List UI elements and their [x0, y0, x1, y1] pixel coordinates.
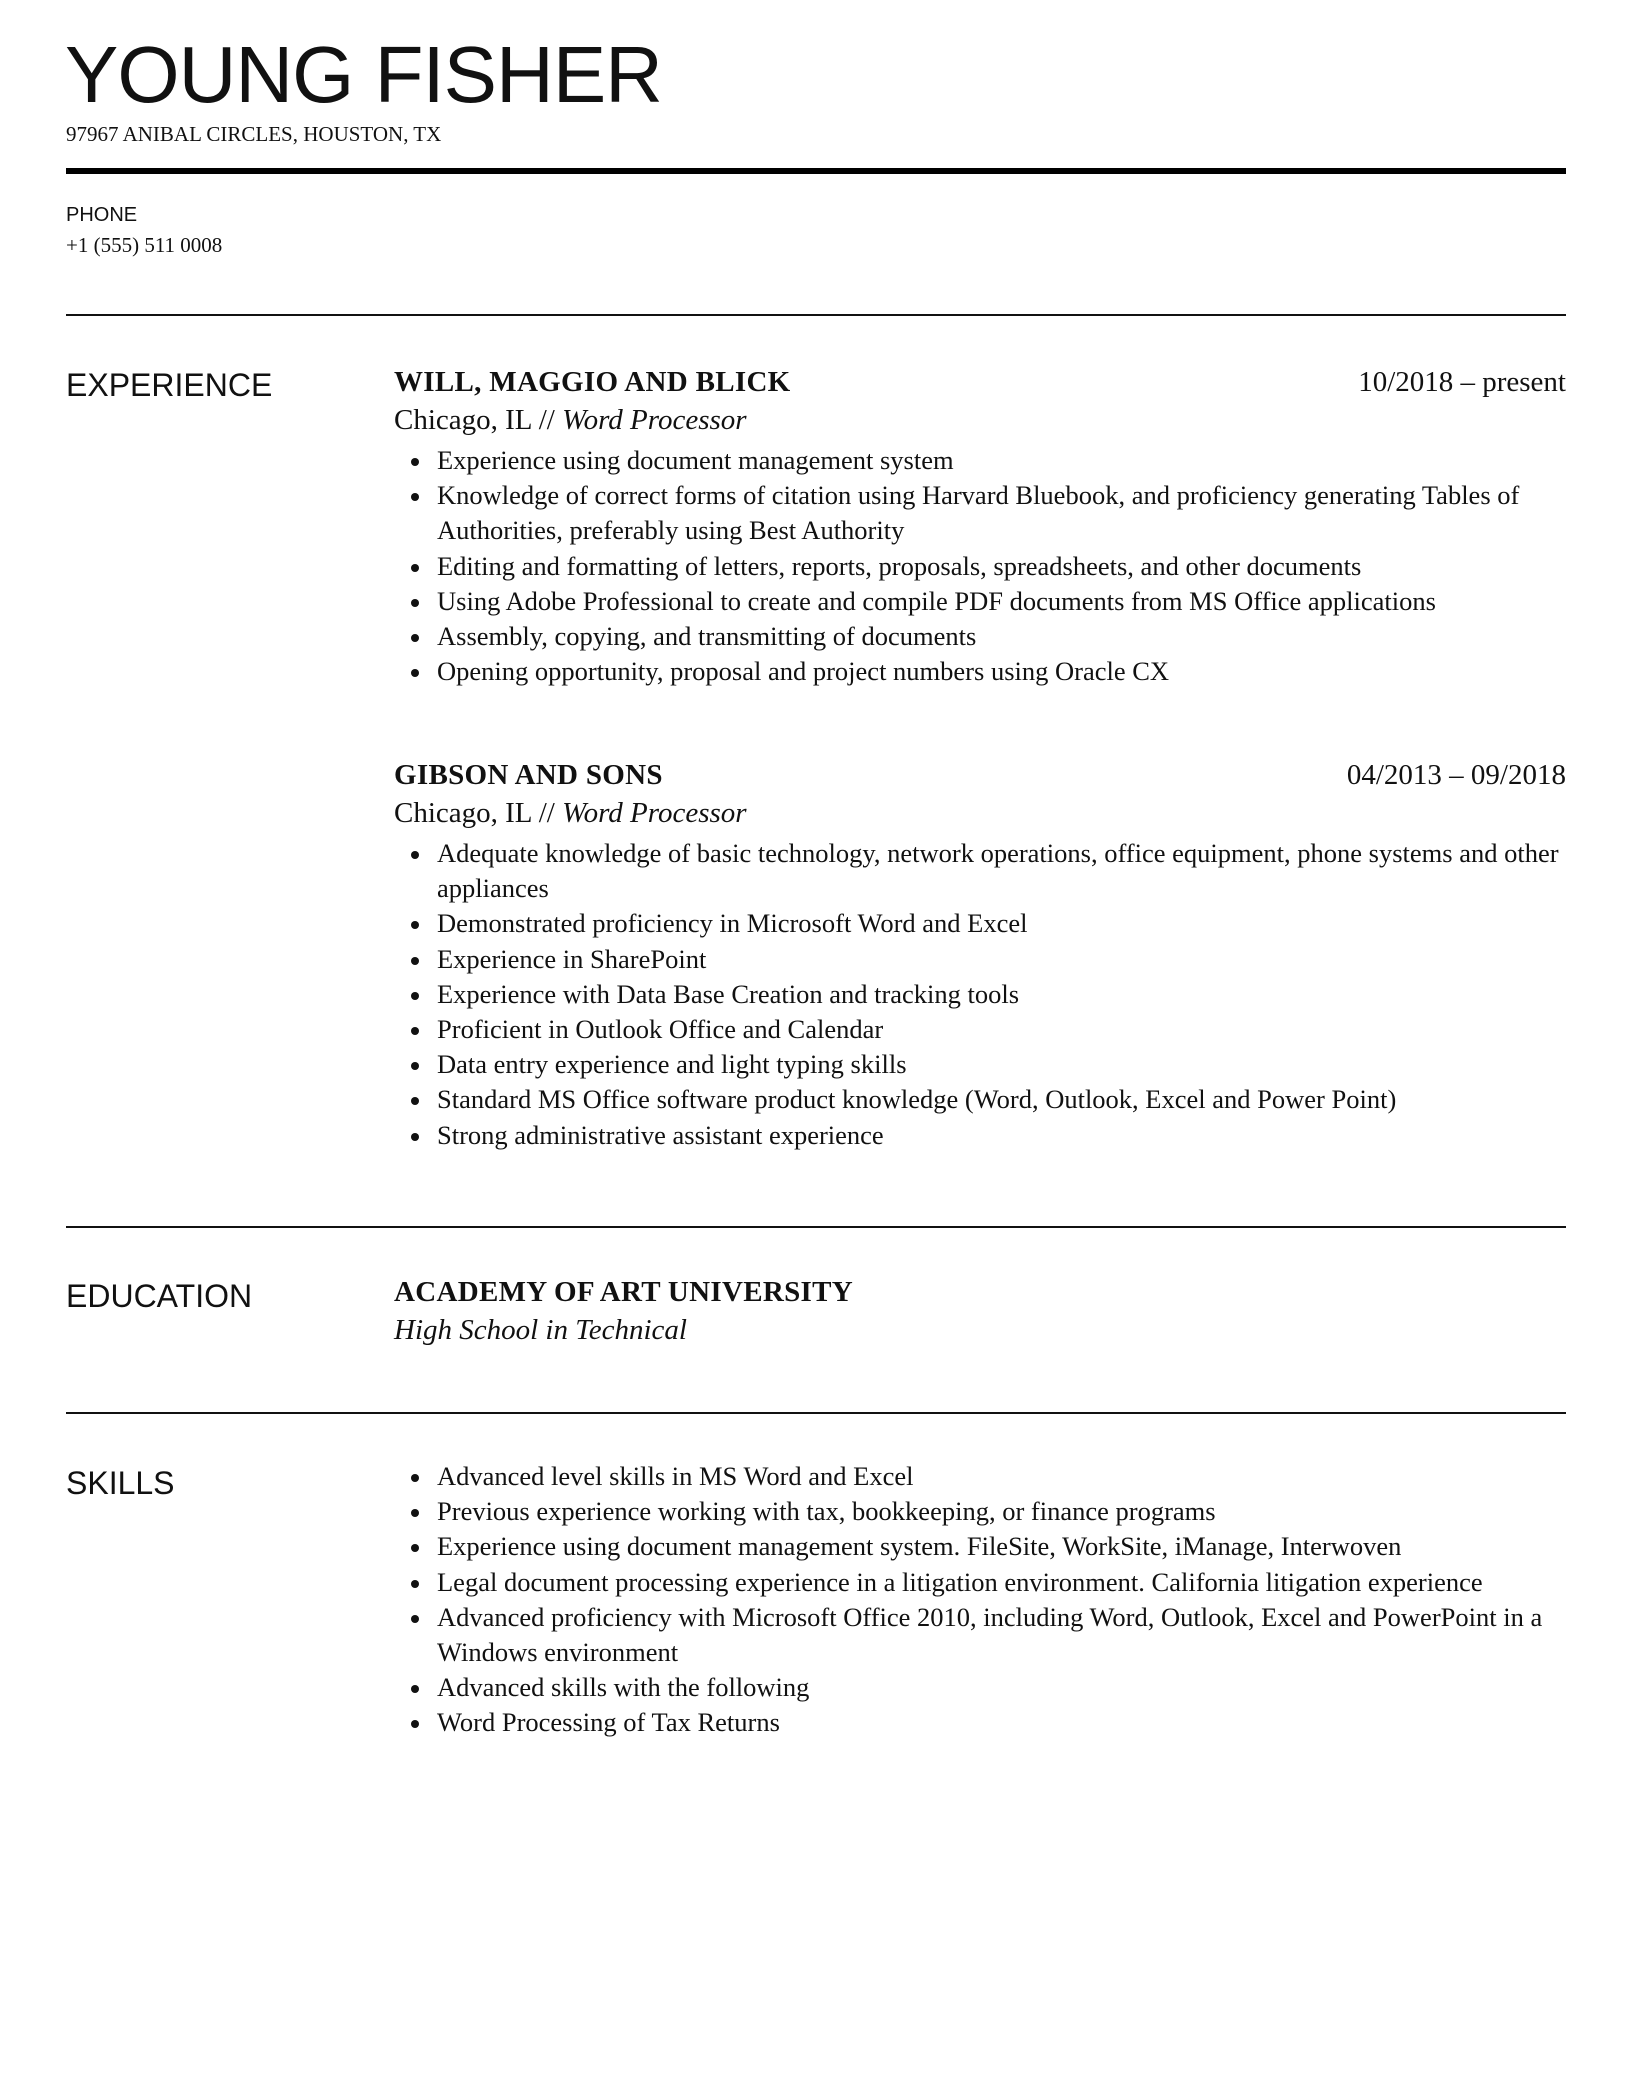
skill-item: Experience using document management system. FileSite, WorkSite, iManage, Interwoven [394, 1529, 1566, 1564]
separator: // [531, 404, 563, 436]
section-divider [66, 1412, 1566, 1414]
bullet-item: Adequate knowledge of basic technology, network operations, office equipment, phone systems and other appliances [394, 836, 1566, 906]
job-location: Chicago, IL [394, 404, 532, 436]
section-divider [66, 314, 1566, 316]
job-bullets [394, 443, 1566, 689]
skill-item: Word Processing of Tax Returns [394, 1705, 1566, 1740]
experience-heading: EXPERIENCE [66, 367, 273, 403]
bullet-item: Using Adobe Professional to create and compile PDF documents from MS Office applications [394, 584, 1566, 619]
skill-item: Previous experience working with tax, bookkeeping, or finance programs [394, 1494, 1566, 1529]
skill-item: Advanced proficiency with Microsoft Office 2010, including Word, Outlook, Excel and PowerPoint in a Windows environment [394, 1600, 1566, 1670]
education-heading: EDUCATION [66, 1278, 253, 1314]
school-name: ACADEMY OF ART UNIVERSITY [394, 1276, 853, 1308]
bullet-item: Strong administrative assistant experience [394, 1118, 1566, 1153]
bullet-item: Assembly, copying, and transmitting of documents [394, 619, 1566, 654]
skill-item: Legal document processing experience in a litigation environment. California litigation experience [394, 1565, 1566, 1600]
bullet-item: Data entry experience and light typing skills [394, 1047, 1566, 1082]
skills-heading: SKILLS [66, 1465, 175, 1501]
skills-bullets [394, 1459, 1566, 1741]
job-role: Word Processor [562, 404, 747, 436]
bullet-item: Experience with Data Base Creation and tracking tools [394, 977, 1566, 1012]
candidate-name: YOUNG FISHER [65, 30, 662, 119]
header-divider [66, 168, 1566, 174]
bullet-item: Proficient in Outlook Office and Calendar [394, 1012, 1566, 1047]
bullet-item: Demonstrated proficiency in Microsoft Word and Excel [394, 906, 1566, 941]
bullet-item: Opening opportunity, proposal and project numbers using Oracle CX [394, 654, 1566, 689]
job-location-role [394, 401, 1566, 439]
job-location-role [394, 794, 1566, 832]
job-header [394, 756, 1566, 794]
bullet-item: Experience in SharePoint [394, 942, 1566, 977]
phone-value: +1 (555) 511 0008 [66, 233, 223, 257]
job-location: Chicago, IL [394, 797, 532, 829]
job-role: Word Processor [562, 797, 747, 829]
bullet-item: Editing and formatting of letters, reports, proposals, spreadsheets, and other documents [394, 549, 1566, 584]
section-divider [66, 1226, 1566, 1228]
degree: High School in Technical [394, 1314, 687, 1346]
job-entry [394, 756, 1566, 1153]
job-dates: 10/2018 – present [1358, 366, 1566, 398]
education-entry [394, 1273, 1566, 1349]
job-bullets [394, 836, 1566, 1153]
job-header [394, 363, 1566, 401]
company-name: GIBSON AND SONS [394, 759, 663, 791]
company-name: WILL, MAGGIO AND BLICK [394, 366, 791, 398]
bullet-item: Knowledge of correct forms of citation using Harvard Bluebook, and proficiency generating Tables of Authorities, preferably using Best Authority [394, 478, 1566, 548]
bullet-item: Experience using document management system [394, 443, 1566, 478]
skills-list-container [394, 1459, 1566, 1741]
bullet-item: Standard MS Office software product knowledge (Word, Outlook, Excel and Power Point) [394, 1082, 1566, 1117]
skill-item: Advanced level skills in MS Word and Excel [394, 1459, 1566, 1494]
phone-label: PHONE [66, 204, 138, 226]
separator: // [531, 797, 563, 829]
skill-item: Advanced skills with the following [394, 1670, 1566, 1705]
address: 97967 ANIBAL CIRCLES, HOUSTON, TX [66, 122, 442, 146]
job-entry [394, 363, 1566, 689]
job-dates: 04/2013 – 09/2018 [1346, 759, 1566, 791]
